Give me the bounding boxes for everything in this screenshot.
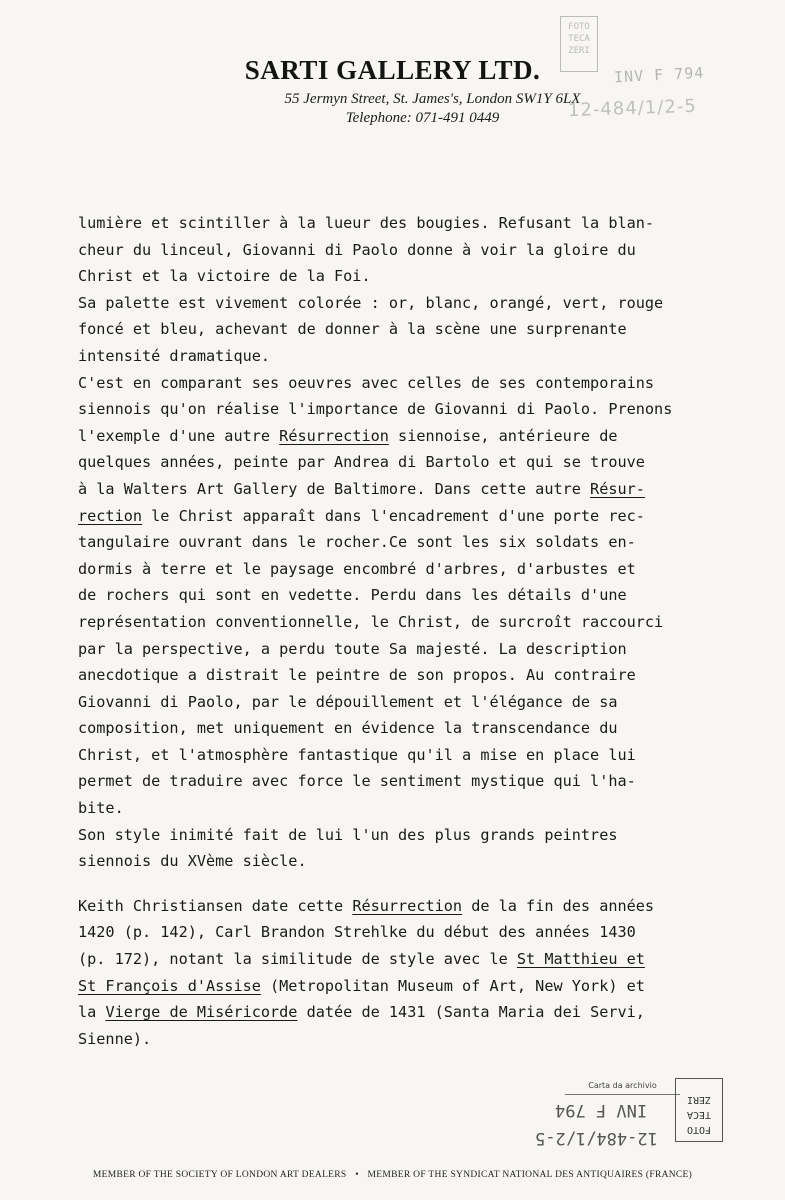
body-text-run: (p. 172), notant la similitude de style avec le <box>78 950 517 969</box>
body-line: Sienne). <box>78 1029 152 1048</box>
body-line <box>78 946 738 973</box>
letter-body <box>78 210 738 1052</box>
body-line: Son style inimité fait de lui l'un des plus grands peintres <box>78 825 618 844</box>
body-line: intensité dramatique. <box>78 346 271 365</box>
archive-label: Carta da archivio <box>565 1078 680 1095</box>
body-line: composition, met uniquement en évidence la transcendance du <box>78 719 618 738</box>
fototeca-stamp-box <box>560 16 598 72</box>
body-line: foncé et bleu, achevant de donner à la scène une surprenante <box>78 320 627 339</box>
underlined-title: Résur- <box>590 479 645 498</box>
archive-stamp-top <box>560 16 785 122</box>
gallery-address: 55 Jermyn Street, St. James's, London SW1Y 6LX <box>284 91 581 107</box>
body-text-run: de la fin des années <box>462 896 655 915</box>
body-text-run: l'exemple d'une autre <box>78 426 280 445</box>
body-line <box>78 893 738 920</box>
underlined-title: Résurrection <box>279 426 389 445</box>
body-line <box>78 423 738 450</box>
body-line: bite. <box>78 799 124 818</box>
body-line: Giovanni di Paolo, par le dépouillement et l'élégance de sa <box>78 692 618 711</box>
body-text-run: datée de 1431 (Santa Maria dei Servi, <box>297 1003 645 1022</box>
body-line: quelques années, peinte par Andrea di Bartolo et qui se trouve <box>78 453 645 472</box>
underlined-title: Résurrection <box>352 896 463 915</box>
archive-stamp-bottom <box>505 1078 735 1150</box>
catalog-number: 12-484/1/2-5 <box>535 1128 658 1148</box>
underlined-title: St Matthieu et <box>516 950 645 969</box>
body-line: de rochers qui sont en vedette. Perdu dans les détails d'une <box>78 586 627 605</box>
body-line: Christ, et l'atmosphère fantastique qu'il a mise en place lui <box>78 745 636 764</box>
body-line: siennois qu'on réalise l'importance de Giovanni di Paolo. Prenons <box>78 400 673 419</box>
underlined-title: Vierge de Miséricorde <box>105 1003 298 1022</box>
body-text-run: Keith Christiansen date cette <box>78 896 353 915</box>
stamp-box-line: FOTO <box>568 22 590 32</box>
body-text-run: (Metropolitan Museum of Art, New York) et <box>260 976 645 995</box>
body-line: représentation conventionnelle, le Christ, de surcroît raccourci <box>78 612 664 631</box>
catalog-number: 12-484/1/2-5 <box>567 95 698 122</box>
footer-membership-left: MEMBER OF THE SOCIETY OF LONDON ART DEALERS <box>92 1170 347 1180</box>
gallery-telephone: Telephone: 071-491 0449 <box>345 110 500 126</box>
stamp-box-line: TECA <box>686 1109 712 1120</box>
body-line: permet de traduire avec force le sentiment mystique qui l'ha- <box>78 772 636 791</box>
body-line: tangulaire ouvrant dans le rocher.Ce sont les six soldats en- <box>78 533 636 552</box>
body-line <box>78 476 738 503</box>
body-line: Christ et la victoire de la Foi. <box>78 267 371 286</box>
stamp-box-line: ZERI <box>568 46 590 56</box>
body-line: siennois du XVème siècle. <box>78 852 307 871</box>
body-line: C'est en comparant ses oeuvres avec celles de ses contemporains <box>78 373 655 392</box>
footer <box>0 1170 785 1180</box>
fototeca-stamp-box <box>675 1078 723 1142</box>
stamp-box-line: FOTO <box>686 1124 712 1135</box>
paragraph-gap <box>78 875 738 893</box>
body-line <box>78 973 738 1000</box>
body-line: 1420 (p. 142), Carl Brandon Strehlke du début des années 1430 <box>78 923 636 942</box>
body-line <box>78 503 738 530</box>
underlined-title: rection <box>78 506 143 525</box>
gallery-name: SARTI GALLERY LTD. <box>244 55 541 85</box>
body-line: dormis à terre et le paysage encombré d'arbres, d'arbustes et <box>78 559 636 578</box>
stamp-box-line: ZERI <box>686 1094 712 1105</box>
body-line: par la perspective, a perdu toute Sa majesté. La description <box>78 639 627 658</box>
body-text-run: le Christ apparaît dans l'encadrement d'une porte rec- <box>142 506 645 525</box>
body-text-run: siennoise, antérieure de <box>388 426 618 445</box>
underlined-title: St François d'Assise <box>78 976 261 995</box>
inventory-number: INV F 794 <box>555 1100 648 1120</box>
body-line: cheur du linceul, Giovanni di Paolo donne à voir la gloire du <box>78 240 636 259</box>
body-line: anecdotique a distrait le peintre de son propos. Au contraire <box>78 666 636 685</box>
body-line: lumière et scintiller à la lueur des bougies. Refusant la blan- <box>78 214 655 232</box>
body-text-run: la <box>78 1003 106 1022</box>
footer-separator: • <box>355 1170 359 1180</box>
footer-membership-right: MEMBER OF THE SYNDICAT NATIONAL DES ANTIQUAIRES (FRANCE) <box>367 1170 693 1180</box>
stamp-box-line: TECA <box>568 34 590 44</box>
body-line: Sa palette est vivement colorée : or, blanc, orangé, vert, rouge <box>78 293 664 312</box>
body-text-run: à la Walters Art Gallery de Baltimore. Dans cette autre <box>78 479 591 498</box>
inventory-number: INV F 794 <box>613 63 705 87</box>
body-line <box>78 999 738 1026</box>
